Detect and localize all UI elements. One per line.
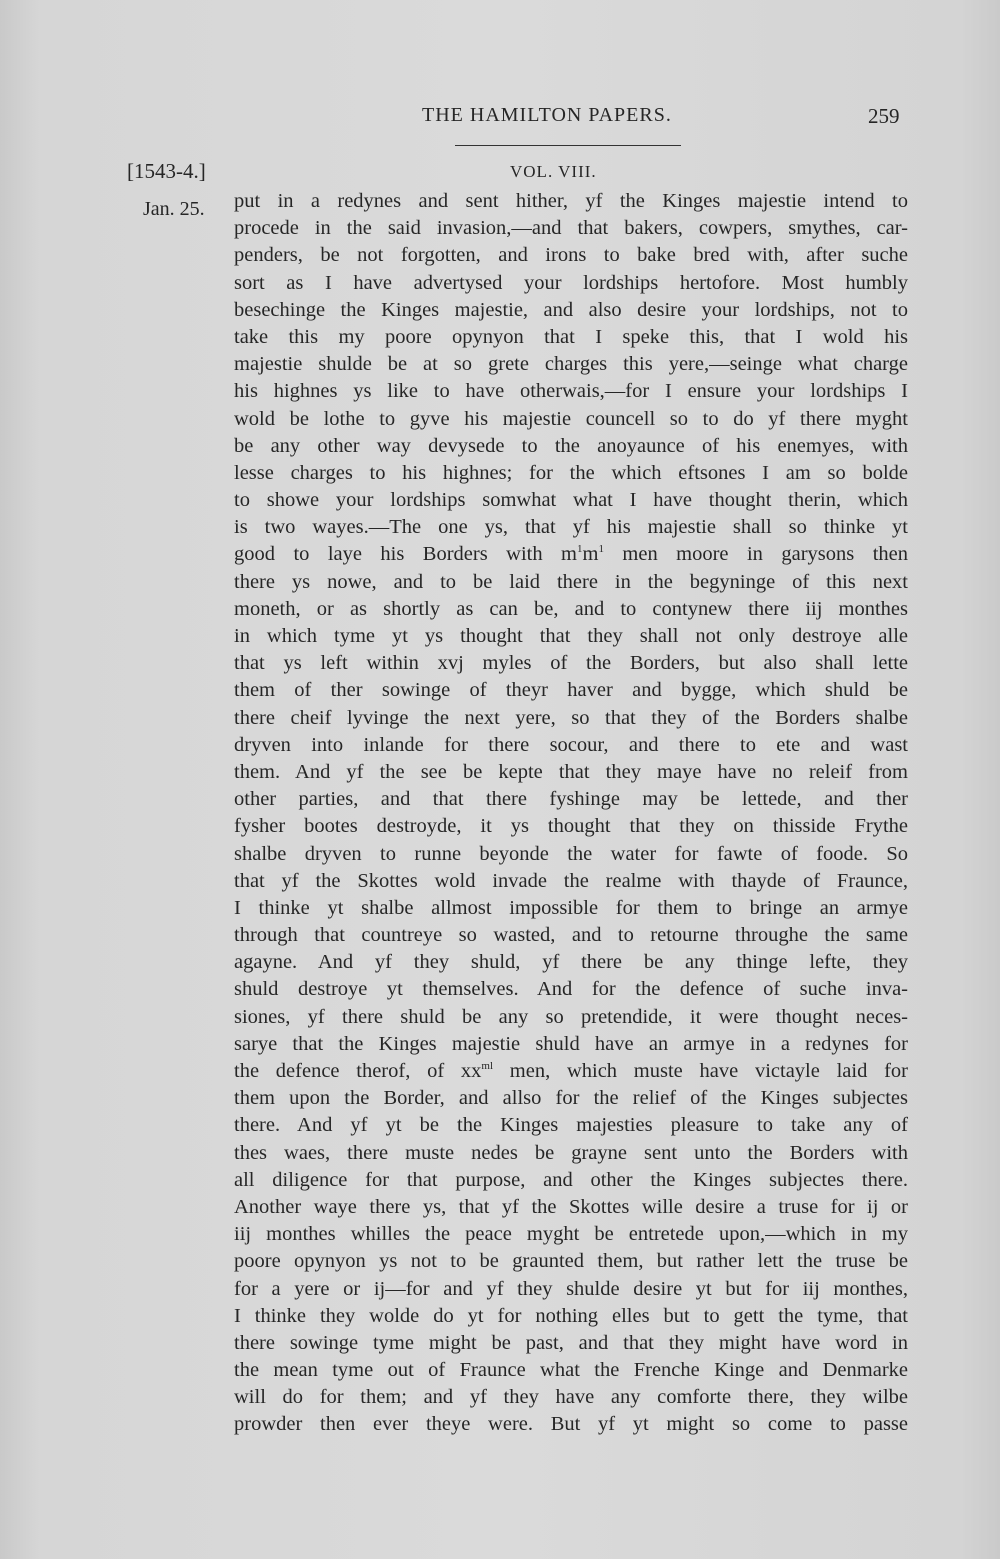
text-line: there sowinge tyme might be past, and that they might have word in [234, 1331, 908, 1354]
superscript: ml [481, 1060, 494, 1072]
volume-label: VOL. VIII. [510, 162, 597, 181]
text-line: be any other way devysede to the anoyaunce of his enemyes, with [234, 434, 908, 457]
text-line: in which tyme yt ys thought that they shall not only destroye alle [234, 625, 908, 647]
text-line: good to laye his Borders with $m^1m^1$ men moore in garysons then [234, 543, 908, 566]
text-line: penders, be not forgotten, and irons to bake bred with, after suche [234, 244, 908, 267]
text-line: his highnes ys like to have otherwais,—for I ensure your lordships I [234, 380, 908, 403]
text-line: procede in the said invasion,—and that bakers, cowpers, smythes, car- [234, 217, 908, 240]
text-line: besechinge the Kinges majestie, and also desire your lordships, not to [234, 298, 908, 321]
text-line: iij monthes whilles the peace myght be entretede upon,—which in my [234, 1223, 908, 1246]
text-line: will do for them; and yf they have any comforte there, they wilbe [234, 1386, 908, 1409]
text-line: that yf the Skottes wold invade the realme with thayde of Fraunce, [234, 869, 908, 892]
text-line: other parties, and that there fyshinge may be lettede, and ther [234, 788, 908, 811]
text-line: sarye that the Kinges majestie shuld have an armye in a redynes for [234, 1032, 908, 1055]
text-line: them upon the Border, and allso for the relief of the Kinges subjectes [234, 1087, 908, 1110]
text-line: that ys left within xvj myles of the Borders, but also shall lette [234, 652, 908, 675]
superscript: 1 [598, 543, 604, 556]
text-line: all diligence for that purpose, and other the Kinges subjectes there. [234, 1168, 908, 1191]
text-line: I thinke they wolde do yt for nothing elles but to gett the tyme, that [234, 1304, 908, 1327]
text-line: there. And yf yt be the Kinges majesties pleasure to take any of [234, 1114, 908, 1137]
text-line: there ys nowe, and to be laid there in the begyninge of this next [234, 570, 908, 593]
text-line: through that countreye so wasted, and to retourne throughe the same [234, 924, 908, 947]
text-line: Another waye there ys, that yf the Skottes wille desire a truse for ij or [234, 1195, 908, 1218]
text-line: them of ther sowinge of theyr haver and bygge, which shuld be [234, 679, 908, 702]
superscript: 1 [577, 543, 583, 556]
text-line: wold be lothe to gyve his majestie councell so to do yf there myght [234, 407, 908, 430]
text-line: the mean tyme out of Fraunce what the Frenche Kinge and Denmarke [234, 1359, 908, 1382]
text-line: siones, yf there shuld be any so pretendide, it were thought neces- [234, 1005, 908, 1028]
text-line: to showe your lordships somwhat what I have thought therin, which [234, 489, 908, 512]
text-line: majestie shulde be at so grete charges this yere,—seinge what charge [234, 353, 908, 376]
year-bracket: [1543-4.] [127, 159, 206, 183]
text-line: agayne. And yf they shuld, yf there be any thinge lefte, they [234, 951, 908, 974]
page-number: 259 [868, 104, 900, 128]
text-line: sort as I have advertysed your lordships hertofore. Most humbly [234, 271, 908, 294]
text-line: the defence therof, of $xx^{ml}$ men, which muste have victayle laid for [234, 1060, 908, 1082]
text-line: fysher bootes destroyde, it ys thought that they on thisside Frythe [234, 815, 908, 838]
running-title: THE HAMILTON PAPERS. [422, 104, 672, 126]
text-line: prowder then ever theye were. But yf yt might so come to passe [234, 1413, 908, 1436]
text-line: is two wayes.—The one ys, that yf his majestie shall so thinke yt [234, 516, 908, 539]
text-line: shuld destroye yt themselves. And for the defence of suche inva- [234, 978, 908, 1001]
text-line: lesse charges to his highnes; for the which eftsones I am so bolde [234, 461, 908, 484]
running-head [0, 104, 1000, 134]
text-line: there cheif lyvinge the next yere, so that they of the Borders shalbe [234, 706, 908, 729]
header-rule [455, 145, 681, 146]
text-line: for a yere or ij—for and yf they shulde desire yt but for iij monthes, [234, 1277, 908, 1300]
text-line: thes waes, there muste nedes be grayne sent unto the Borders with [234, 1141, 908, 1164]
text-line: I thinke yt shalbe allmost impossible for them to bringe an armye [234, 896, 908, 919]
text-line: shalbe dryven to runne beyonde the water for fawte of foode. So [234, 842, 908, 865]
text-line: dryven into inlande for there socour, and there to ete and wast [234, 733, 908, 756]
body-text [234, 188, 908, 1439]
text-line: poore opynyon ys not to be graunted them, but rather lett the truse be [234, 1250, 908, 1273]
margin-date: Jan. 25. [143, 198, 205, 220]
text-line: take this my poore opynyon that I speke this, that I wold his [234, 325, 908, 348]
text-line: them. And yf the see be kepte that they maye have no releif from [234, 760, 908, 783]
text-line: moneth, or as shortly as can be, and to contynew there iij monthes [234, 597, 908, 620]
text-line: put in a redynes and sent hither, yf the Kinges majestie intend to [234, 190, 908, 212]
